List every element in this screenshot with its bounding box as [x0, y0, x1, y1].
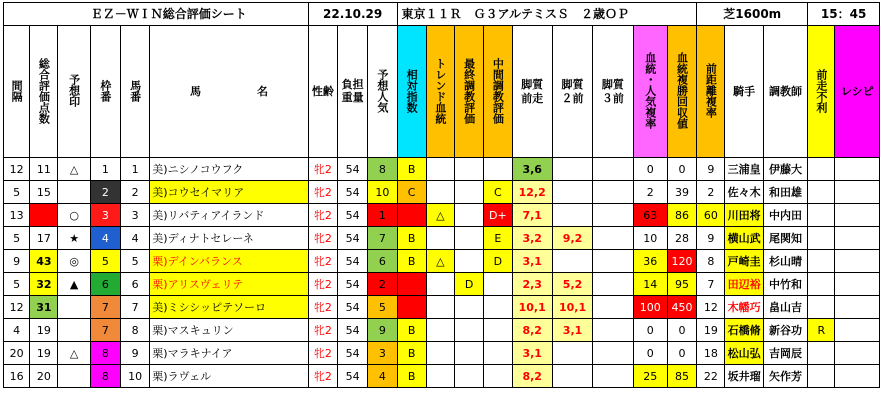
header-mark: 予想印	[58, 26, 90, 158]
header-trend: トレンド血統	[426, 26, 454, 158]
prev-dist-cell: 22	[697, 365, 725, 388]
final-training-cell	[455, 204, 484, 227]
frame-cell: 1	[90, 158, 120, 181]
prev-unfav-cell	[808, 365, 835, 388]
prev-unfav-cell	[808, 296, 835, 319]
blood-return-cell: 0	[667, 158, 696, 181]
horse-no-cell: 2	[121, 181, 150, 204]
frame-cell: 8	[90, 365, 120, 388]
trend-cell	[426, 273, 454, 296]
sex-age-cell: 牝2	[308, 296, 337, 319]
jockey-cell: 木幡巧	[725, 296, 763, 319]
header-row	[4, 26, 880, 158]
frame-cell: 2	[90, 181, 120, 204]
prev-dist-cell: 19	[697, 319, 725, 342]
table-row	[4, 296, 880, 319]
horse-no-cell: 10	[121, 365, 150, 388]
final-training-cell	[455, 319, 484, 342]
header-horse-no: 馬番	[121, 26, 150, 158]
trend-cell: △	[426, 250, 454, 273]
trainer-cell: 中竹和	[763, 273, 807, 296]
ability-2-cell: 3,1	[552, 319, 592, 342]
interval-cell: 12	[4, 296, 30, 319]
ability-2-cell	[552, 181, 592, 204]
prev-dist-cell: 60	[697, 204, 725, 227]
mid-training-cell	[484, 319, 512, 342]
total-score-cell: 19	[30, 319, 58, 342]
header-interval: 間隔	[4, 26, 30, 158]
header-ability-2: 脚質２前	[552, 26, 592, 158]
prev-dist-cell: 18	[697, 342, 725, 365]
interval-cell: 16	[4, 365, 30, 388]
blood-return-cell: 28	[667, 227, 696, 250]
jockey-cell: 佐々木	[725, 181, 763, 204]
ability-prev-cell: 3,1	[512, 342, 552, 365]
recipe-cell	[835, 296, 880, 319]
evaluation-sheet	[3, 2, 880, 388]
horse-name-cell: 美)ニシノコウフク	[150, 158, 308, 181]
pop-cell: 6	[368, 250, 397, 273]
jockey-cell: 石橋脩	[725, 319, 763, 342]
ability-2-cell: 5,2	[552, 273, 592, 296]
header-recipe: レシピ	[835, 26, 880, 158]
ability-3-cell	[593, 273, 633, 296]
ability-3-cell	[593, 250, 633, 273]
mid-training-cell	[484, 296, 512, 319]
total-score-cell: 15	[30, 181, 58, 204]
pop-cell: 7	[368, 227, 397, 250]
final-training-cell	[455, 342, 484, 365]
weight-cell: 54	[337, 296, 367, 319]
trend-cell	[426, 365, 454, 388]
course: 芝1600m	[697, 3, 808, 26]
frame-cell: 4	[90, 227, 120, 250]
ability-3-cell	[593, 342, 633, 365]
blood-pop-cell: 14	[633, 273, 667, 296]
blood-pop-cell: 0	[633, 319, 667, 342]
trainer-cell: 矢作芳	[763, 365, 807, 388]
pop-cell: 2	[368, 273, 397, 296]
ability-3-cell	[593, 319, 633, 342]
pop-cell: 5	[368, 296, 397, 319]
final-training-cell	[455, 365, 484, 388]
trainer-cell: 畠山吉	[763, 296, 807, 319]
weight-cell: 54	[337, 342, 367, 365]
weight-cell: 54	[337, 158, 367, 181]
ability-2-cell: 10,1	[552, 296, 592, 319]
blood-return-cell: 120	[667, 250, 696, 273]
total-score-cell: 11	[30, 158, 58, 181]
header-total-score: 総合評価点数	[30, 26, 58, 158]
header-weight: 負担重量	[337, 26, 367, 158]
total-score-cell: 19	[30, 342, 58, 365]
horse-name-cell: 栗)マラキナイア	[150, 342, 308, 365]
header-pop: 予想人気	[368, 26, 397, 158]
header-trainer: 調教師	[763, 26, 807, 158]
ability-3-cell	[593, 365, 633, 388]
total-score-cell: 43	[30, 250, 58, 273]
title-row	[4, 3, 880, 26]
header-blood-pop: 血統・人気複率	[633, 26, 667, 158]
ability-prev-cell: 12,2	[512, 181, 552, 204]
prev-unfav-cell	[808, 204, 835, 227]
pop-cell: 4	[368, 365, 397, 388]
horse-no-cell: 8	[121, 319, 150, 342]
frame-cell: 8	[90, 342, 120, 365]
recipe-cell	[835, 273, 880, 296]
sex-age-cell: 牝2	[308, 227, 337, 250]
interval-cell: 13	[4, 204, 30, 227]
blood-pop-cell: 100	[633, 296, 667, 319]
horse-name-cell: 栗)ラヴェル	[150, 365, 308, 388]
final-training-cell	[455, 296, 484, 319]
relative-cell: A	[397, 296, 426, 319]
ability-2-cell: 9,2	[552, 227, 592, 250]
jockey-cell: 田辺裕	[725, 273, 763, 296]
mark-cell: ○	[58, 204, 90, 227]
trend-cell	[426, 158, 454, 181]
prev-dist-cell: 8	[697, 250, 725, 273]
trainer-cell: 吉岡辰	[763, 342, 807, 365]
ability-2-cell	[552, 158, 592, 181]
mark-cell: △	[58, 342, 90, 365]
prev-unfav-cell	[808, 273, 835, 296]
relative-cell: B	[397, 319, 426, 342]
final-training-cell	[455, 158, 484, 181]
ability-prev-cell: 10,1	[512, 296, 552, 319]
prev-dist-cell: 7	[697, 273, 725, 296]
table-row	[4, 319, 880, 342]
trend-cell: △	[426, 204, 454, 227]
trainer-cell: 伊藤大	[763, 158, 807, 181]
mid-training-cell: E	[484, 227, 512, 250]
jockey-cell: 坂井瑠	[725, 365, 763, 388]
pop-cell: 10	[368, 181, 397, 204]
frame-cell: 6	[90, 273, 120, 296]
trend-cell	[426, 342, 454, 365]
blood-pop-cell: 25	[633, 365, 667, 388]
ability-prev-cell: 7,1	[512, 204, 552, 227]
weight-cell: 54	[337, 365, 367, 388]
total-score-cell: 32	[30, 273, 58, 296]
blood-pop-cell: 2	[633, 181, 667, 204]
blood-return-cell: 85	[667, 365, 696, 388]
jockey-cell: 横山武	[725, 227, 763, 250]
mark-cell: ◎	[58, 250, 90, 273]
blood-return-cell: 95	[667, 273, 696, 296]
trainer-cell: 和田雄	[763, 181, 807, 204]
mid-training-cell	[484, 273, 512, 296]
trainer-cell: 尾関知	[763, 227, 807, 250]
trend-cell	[426, 319, 454, 342]
interval-cell: 4	[4, 319, 30, 342]
final-training-cell	[455, 227, 484, 250]
table-row	[4, 365, 880, 388]
mark-cell	[58, 319, 90, 342]
relative-cell: B	[397, 227, 426, 250]
table-row	[4, 227, 880, 250]
final-training-cell: D	[455, 273, 484, 296]
mark-cell	[58, 365, 90, 388]
blood-pop-cell: 10	[633, 227, 667, 250]
ability-prev-cell: 2,3	[512, 273, 552, 296]
total-score-cell: 53	[30, 204, 58, 227]
horse-name-cell: 美)リバティアイランド	[150, 204, 308, 227]
prev-unfav-cell	[808, 342, 835, 365]
header-mid-training: 中間調教評価	[484, 26, 512, 158]
header-ability-3: 脚質３前	[593, 26, 633, 158]
header-frame: 枠番	[90, 26, 120, 158]
ability-3-cell	[593, 296, 633, 319]
sex-age-cell: 牝2	[308, 181, 337, 204]
sex-age-cell: 牝2	[308, 158, 337, 181]
ability-prev-cell: 3,1	[512, 250, 552, 273]
recipe-cell	[835, 365, 880, 388]
recipe-cell	[835, 181, 880, 204]
total-score-cell: 17	[30, 227, 58, 250]
ability-prev-cell: 8,2	[512, 319, 552, 342]
frame-cell: 7	[90, 296, 120, 319]
mid-training-cell	[484, 365, 512, 388]
jockey-cell: 三浦皇	[725, 158, 763, 181]
blood-pop-cell: 63	[633, 204, 667, 227]
sheet-name: ＥＺ－ＷＩＮ総合評価シート	[30, 3, 308, 26]
blood-pop-cell: 0	[633, 158, 667, 181]
ability-prev-cell: 8,2	[512, 365, 552, 388]
blood-return-cell: 86	[667, 204, 696, 227]
mark-cell	[58, 181, 90, 204]
header-horse-name: 馬 名	[150, 26, 308, 158]
prev-unfav-cell	[808, 181, 835, 204]
weight-cell: 54	[337, 204, 367, 227]
race-time: 15：45	[808, 3, 880, 26]
relative-cell: A	[397, 204, 426, 227]
recipe-cell	[835, 227, 880, 250]
prev-unfav-cell	[808, 227, 835, 250]
table-row	[4, 250, 880, 273]
blood-return-cell: 0	[667, 342, 696, 365]
recipe-cell	[835, 158, 880, 181]
trainer-cell: 杉山晴	[763, 250, 807, 273]
pop-cell: 9	[368, 319, 397, 342]
frame-cell: 5	[90, 250, 120, 273]
trainer-cell: 中内田	[763, 204, 807, 227]
horse-name-cell: 栗)アリスヴェリテ	[150, 273, 308, 296]
pop-cell: 3	[368, 342, 397, 365]
sex-age-cell: 牝2	[308, 250, 337, 273]
horse-no-cell: 1	[121, 158, 150, 181]
horse-no-cell: 7	[121, 296, 150, 319]
interval-cell: 9	[4, 250, 30, 273]
pop-cell: 1	[368, 204, 397, 227]
mark-cell	[58, 296, 90, 319]
mid-training-cell: C	[484, 181, 512, 204]
jockey-cell: 川田将	[725, 204, 763, 227]
ability-prev-cell: 3,2	[512, 227, 552, 250]
blood-return-cell: 39	[667, 181, 696, 204]
trainer-cell: 新谷功	[763, 319, 807, 342]
sex-age-cell: 牝2	[308, 365, 337, 388]
weight-cell: 54	[337, 319, 367, 342]
weight-cell: 54	[337, 273, 367, 296]
blood-return-cell: 450	[667, 296, 696, 319]
trend-cell	[426, 181, 454, 204]
table-row	[4, 204, 880, 227]
relative-cell: C	[397, 181, 426, 204]
sex-age-cell: 牝2	[308, 273, 337, 296]
race-date: 22.10.29	[308, 3, 397, 26]
mark-cell: △	[58, 158, 90, 181]
pop-cell: 8	[368, 158, 397, 181]
table-row	[4, 158, 880, 181]
jockey-cell: 松山弘	[725, 342, 763, 365]
ability-3-cell	[593, 227, 633, 250]
mark-cell: ★	[58, 227, 90, 250]
blood-pop-cell: 0	[633, 342, 667, 365]
prev-unfav-cell	[808, 158, 835, 181]
relative-cell: B	[397, 158, 426, 181]
weight-cell: 54	[337, 181, 367, 204]
relative-cell: A	[397, 273, 426, 296]
total-score-cell: 20	[30, 365, 58, 388]
ability-2-cell	[552, 365, 592, 388]
weight-cell: 54	[337, 227, 367, 250]
final-training-cell	[455, 181, 484, 204]
mid-training-cell: D	[484, 250, 512, 273]
header-final-training: 最終調教評価	[455, 26, 484, 158]
header-prev-dist: 前距離複率	[697, 26, 725, 158]
total-score-cell: 31	[30, 296, 58, 319]
prev-dist-cell: 12	[697, 296, 725, 319]
horse-name-cell: 栗)マスキュリン	[150, 319, 308, 342]
recipe-cell	[835, 250, 880, 273]
ability-2-cell	[552, 342, 592, 365]
trend-cell	[426, 227, 454, 250]
frame-cell: 3	[90, 204, 120, 227]
header-blood-return: 血統複勝回収値	[667, 26, 696, 158]
horse-no-cell: 6	[121, 273, 150, 296]
frame-cell: 7	[90, 319, 120, 342]
sex-age-cell: 牝2	[308, 204, 337, 227]
recipe-cell	[835, 319, 880, 342]
header-relative: 相対指数	[397, 26, 426, 158]
relative-cell: B	[397, 250, 426, 273]
header-sex-age: 性齢	[308, 26, 337, 158]
horse-name-cell: 美)ディナトセレーネ	[150, 227, 308, 250]
relative-cell: B	[397, 365, 426, 388]
jockey-cell: 戸崎圭	[725, 250, 763, 273]
horse-no-cell: 3	[121, 204, 150, 227]
recipe-cell	[835, 342, 880, 365]
recipe-cell	[835, 204, 880, 227]
prev-dist-cell: 9	[697, 158, 725, 181]
horse-no-cell: 9	[121, 342, 150, 365]
mark-cell: ▲	[58, 273, 90, 296]
interval-cell: 5	[4, 273, 30, 296]
horse-name-cell: 美)ミシシッピテソーロ	[150, 296, 308, 319]
ability-3-cell	[593, 158, 633, 181]
sex-age-cell: 牝2	[308, 319, 337, 342]
horse-name-cell: 美)コウセイマリア	[150, 181, 308, 204]
relative-cell: B	[397, 342, 426, 365]
ability-2-cell	[552, 204, 592, 227]
header-prev-unfav: 前走不利	[808, 26, 835, 158]
mid-training-cell	[484, 342, 512, 365]
prev-unfav-cell: R	[808, 319, 835, 342]
prev-dist-cell: 9	[697, 227, 725, 250]
trend-cell	[426, 296, 454, 319]
ability-2-cell	[552, 250, 592, 273]
ability-3-cell	[593, 204, 633, 227]
interval-cell: 5	[4, 181, 30, 204]
blood-pop-cell: 36	[633, 250, 667, 273]
table-row	[4, 181, 880, 204]
horse-no-cell: 5	[121, 250, 150, 273]
prev-unfav-cell	[808, 250, 835, 273]
mid-training-cell: D+	[484, 204, 512, 227]
interval-cell: 12	[4, 158, 30, 181]
table-row	[4, 342, 880, 365]
weight-cell: 54	[337, 250, 367, 273]
ability-prev-cell: 3,6	[512, 158, 552, 181]
header-ability-prev: 脚質前走	[512, 26, 552, 158]
interval-cell: 5	[4, 227, 30, 250]
final-training-cell	[455, 250, 484, 273]
horse-name-cell: 栗)デインバランス	[150, 250, 308, 273]
table-row	[4, 273, 880, 296]
mid-training-cell	[484, 158, 512, 181]
blood-return-cell: 0	[667, 319, 696, 342]
ability-3-cell	[593, 181, 633, 204]
race-name: 東京１１Ｒ Ｇ３アルテミスＳ ２歳ＯＰ	[397, 3, 697, 26]
sex-age-cell: 牝2	[308, 342, 337, 365]
horse-no-cell: 4	[121, 227, 150, 250]
header-jockey: 騎手	[725, 26, 763, 158]
prev-dist-cell: 2	[697, 181, 725, 204]
interval-cell: 20	[4, 342, 30, 365]
